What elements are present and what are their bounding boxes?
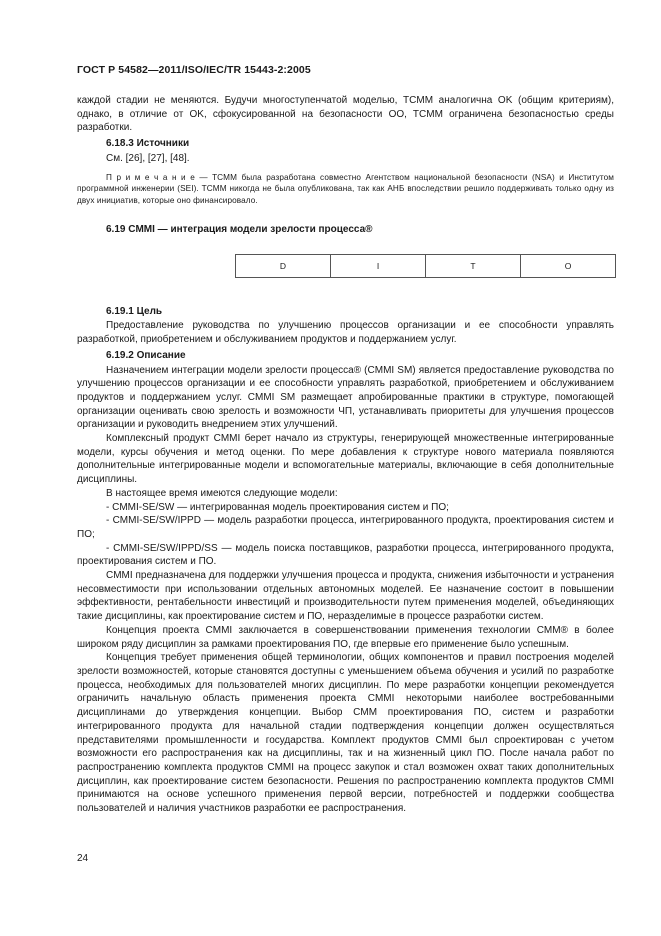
section-6-19-title: 6.19 CMMI — интеграция модели зрелости процесса® — [106, 224, 373, 236]
section-6-19-1-text: Предоставление руководства по улучшению процессов организации и ее способности управлять разработкой, приобретением и обслуживанием продуктов и поддержанием услуг. — [77, 320, 614, 346]
dito-cell-i: I — [330, 255, 425, 277]
paragraph: Концепция требует применения общей терминологии, общих компонентов и правил построения моделей зрелости возможностей, которые становятся доступны с уменьшением объема обучения и усилий по разработке процесса, необходимых для пользователей многих дисциплин. По мере разработки концепции рекомендуется ограничить начальную область применения проекта CMMI некоторыми наиболее востребованными дисциплинами до утверждения концепции. Выбор CMM проектирования ПО, систем и разработки интегрированного продукта для начальной стадии подтверждения концепции должен осуществляться представителями промышленности и государства. Комплект продуктов CMMI был спроектирован с учетом возможности его распространения как на дисциплины, так и на жизненный цикл ПО. После начала работ по распространению комплекта продуктов CMMI на процесс закупок и стал возможен охват таких дополнительных дисциплин, как проектирование систем безопасности. Решения по распространению комплекта продуктов CMMI принимаются на основе успешного применения первой версии, потребностей и поддержки сообщества пользователей и наличия участников разработки ее распространения. — [77, 652, 614, 815]
paragraph: CMMI предназначена для поддержки улучшения процесса и продукта, снижения избыточности и устранения несовместимости при использовании отдельных автономных моделей. Ее назначение состоит в повышении эффективности, рентабельности инвестиций и производительности путем применения моделей, объединяющих такие дисциплины, как проектирование систем и ПО, неразделимые в процессе разработки систем. — [77, 570, 614, 623]
dito-cell-d: D — [279, 260, 287, 271]
model-list-item: - CMMI-SE/SW/IPPD/SS — модель поиска поставщиков, разработки процесса, интегрированного продукта, проектирования систем и ПО. — [77, 542, 614, 568]
section-6-18-3-title: 6.18.3 Источники — [106, 138, 190, 150]
section-6-19-1-title: 6.19.1 Цель — [106, 305, 163, 317]
page-body — [77, 94, 614, 816]
section-6-18-3-refs: См. [26], [27], [48]. — [106, 152, 190, 164]
intro-paragraph: каждой стадии не меняются. Будучи многоступенчатой моделью, TCMM аналогична OK (общим критериям), однако, в отличие от OK, сфокусированной на безопасности OO, TCMM ограничена безопасностью среды разработки. — [77, 95, 614, 134]
dito-cell-o: O — [520, 255, 615, 277]
dito-cell-t: T — [425, 255, 520, 277]
page-header: ГОСТ Р 54582—2011/ISO/IEC/TR 15443-2:2005 — [77, 64, 311, 76]
page-number: 24 — [77, 853, 89, 864]
paragraph: В настоящее время имеются следующие модели: — [106, 487, 338, 499]
note-paragraph: П р и м е ч а н и е — TCMM была разработана совместно Агентством национальной безопасности (NSA) и Институтом программной инженерии (SEI). TCMM никогда не была опубликована, так как АНБ впоследствии решило поддерживать только одну из двух инициатив, которые оно финансировало. — [77, 172, 614, 205]
paragraph: Комплексный продукт CMMI берет начало из структуры, генерирующей множественные интегрированные модели, курсы обучения и метод оценки. По мере добавления к структуре нового материала появляются дополнительные интегрированные модели и вспомогательные материалы, включающие в себя дополнительные дисциплины. — [77, 433, 614, 486]
paragraph: Концепция проекта CMMI заключается в совершенствовании применения технологии CMM® в более широком ряду дисциплин за рамками проектирования ПО, где впервые его применение было успешным. — [77, 624, 614, 650]
paragraph: Назначением интеграции модели зрелости процесса® (CMMI SM) является предоставление руководства по улучшению процессов организации и ее способности управлять разработкой, приобретением и обслуживанием продуктов и поддержанием услуг. CMMI SM размещает апробированные практики в структуре, помогающей организации оценивать свою зрелость и возможности ЧП, устанавливать приоритеты для улучшения процессов организации и руководить внедрением этих улучшений. — [77, 364, 614, 431]
model-list-item: - CMMI-SE/SW/IPPD — модель разработки процесса, интегрированного продукта, проектирования систем и ПО; — [77, 515, 614, 540]
dito-table — [235, 254, 616, 278]
model-list-item: - CMMI-SE/SW — интегрированная модель проектирования систем и ПО; — [106, 501, 449, 513]
section-6-19-2-title: 6.19.2 Описание — [106, 349, 186, 361]
